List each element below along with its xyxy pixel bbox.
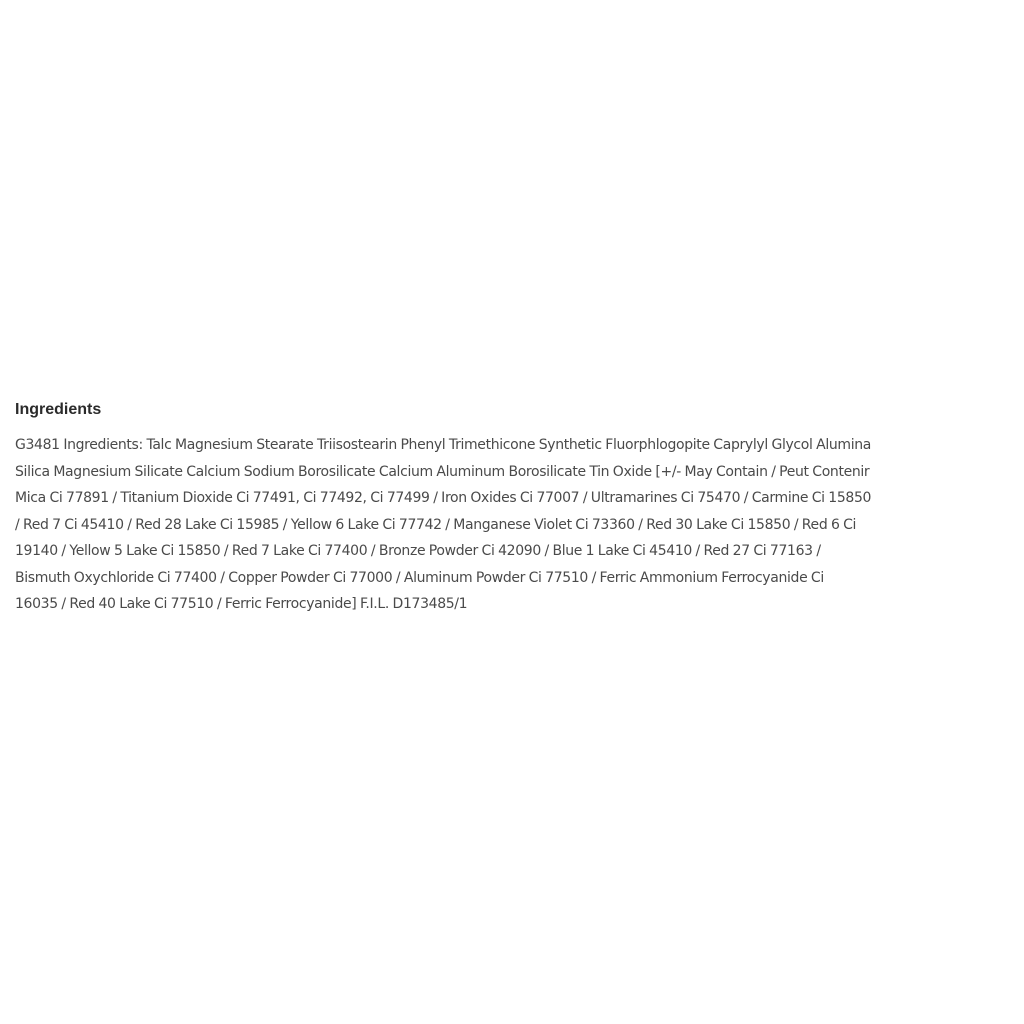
ingredients-line: G3481 Ingredients: Talc Magnesium Stearate Triisostearin Phenyl Trimethicone Synthetic Fluorphlogopite Caprylyl Glycol Alumina (15, 437, 871, 453)
ingredients-section (15, 398, 1005, 618)
ingredients-line: 16035 / Red 40 Lake Ci 77510 / Ferric Ferrocyanide] F.I.L. D173485/1 (15, 596, 468, 612)
ingredients-line: 19140 / Yellow 5 Lake Ci 15850 / Red 7 Lake Ci 77400 / Bronze Powder Ci 42090 / Blue 1 Lake Ci 45410 / Red 27 Ci 77163 / (15, 543, 821, 559)
ingredients-line: Bismuth Oxychloride Ci 77400 / Copper Powder Ci 77000 / Aluminum Powder Ci 77510 / Ferric Ammonium Ferrocyanide Ci (15, 569, 824, 586)
ingredients-line: Mica Ci 77891 / Titanium Dioxide Ci 77491, Ci 77492, Ci 77499 / Iron Oxides Ci 77007 / Ultramarines Ci 75470 / Carmine Ci 15850 (15, 490, 872, 506)
ingredients-line: Silica Magnesium Silicate Calcium Sodium Borosilicate Calcium Aluminum Borosilicate Tin Oxide [+/- May Contain / Peut Contenir (15, 463, 870, 480)
ingredients-line: / Red 7 Ci 45410 / Red 28 Lake Ci 15985 / Yellow 6 Lake Ci 77742 / Manganese Violet Ci 73360 / Red 30 Lake Ci 15850 / Red 6 Ci (15, 516, 857, 533)
ingredients-heading: Ingredients (15, 401, 102, 418)
ingredients-text (15, 432, 1005, 618)
